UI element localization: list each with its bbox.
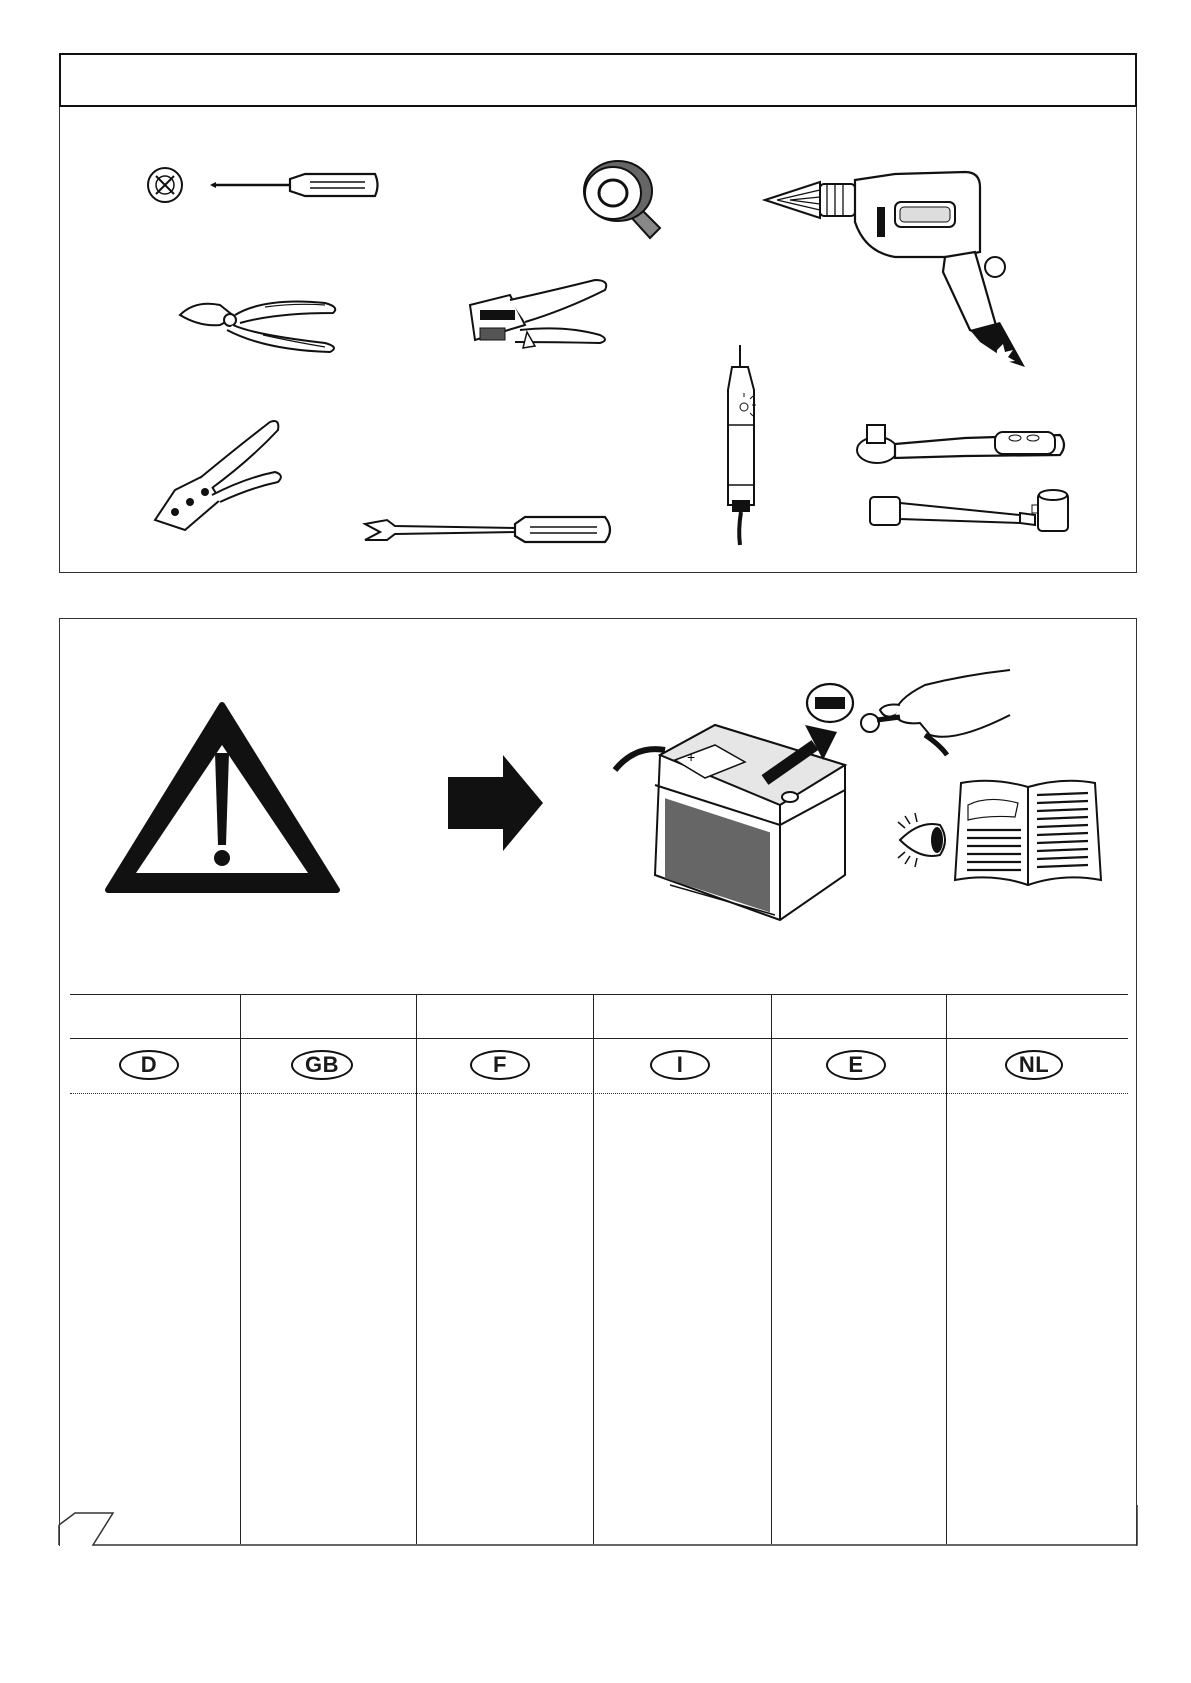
socket-extension-icon [870,485,1070,540]
manual-book-icon [953,775,1103,890]
svg-text:+: + [687,749,696,765]
table-top-rule [70,994,1128,995]
language-badge-gb: GB [291,1050,353,1080]
column-divider [771,994,772,1544]
column-divider [946,994,947,1544]
minus-terminal-icon [805,682,855,724]
column-divider [240,994,241,1544]
trim-removal-tool-icon [365,512,615,552]
side-cutter-pliers-icon [175,295,345,355]
language-badge-e: E [826,1050,886,1080]
eye-icon [895,810,950,870]
warning-triangle-icon [105,705,340,895]
table-header-rule [70,1038,1128,1039]
table-dotted-rule [70,1093,1128,1094]
wire-stripper-icon [465,280,610,365]
arrow-right-icon [448,755,543,851]
column-divider [416,994,417,1544]
voltage-tester-icon [720,345,765,545]
hand-icon [855,665,1015,755]
column-divider [593,994,594,1544]
language-badge-nl: NL [1005,1050,1063,1080]
language-badge-f: F [470,1050,530,1080]
insulating-tape-icon [580,158,670,243]
phillips-screwdriver-icon [140,160,380,210]
drill-icon [765,172,1045,382]
crimping-pliers-icon [150,420,285,535]
tools-header-bar [59,53,1137,107]
language-badge-d: D [119,1050,179,1080]
language-badge-i: I [650,1050,710,1080]
battery-icon [615,710,855,925]
ratchet-wrench-icon [855,420,1070,470]
page-corner-fold [55,1505,1140,1550]
